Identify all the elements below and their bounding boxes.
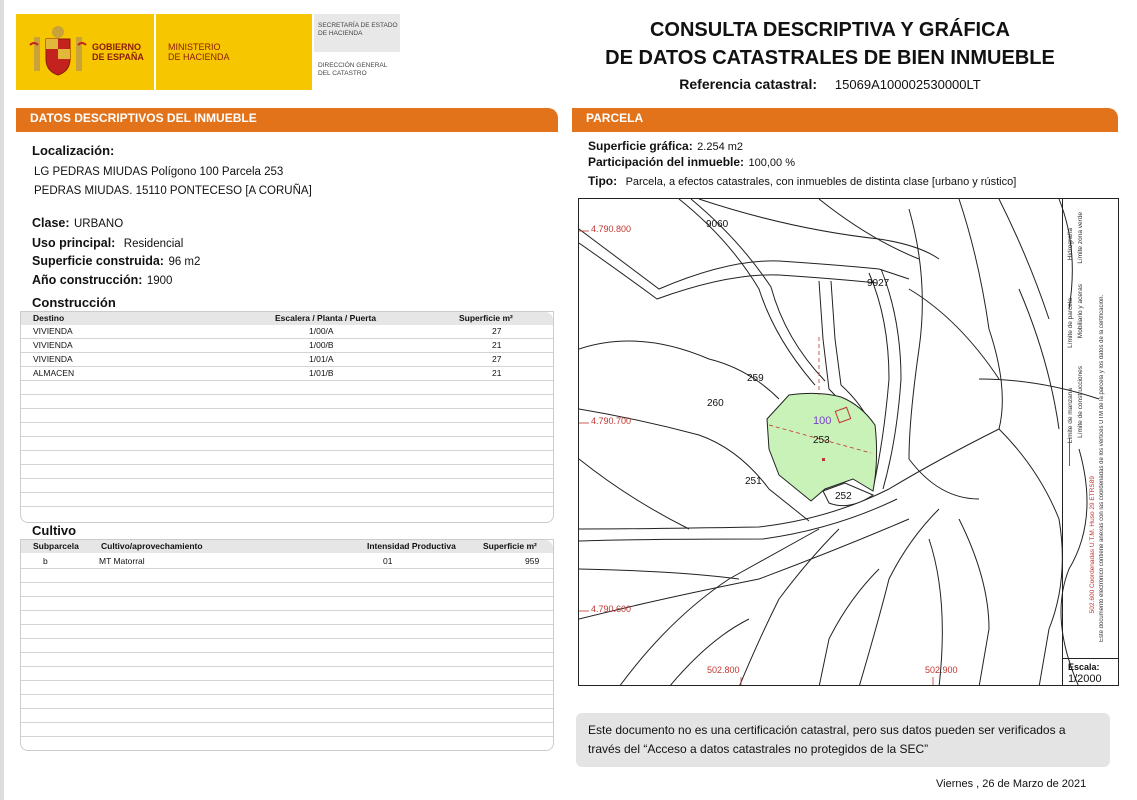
anio-construccion-row: Año construcción: 1900 xyxy=(32,273,173,287)
referencia-catastral xyxy=(560,76,1100,92)
table-row-empty xyxy=(21,681,553,695)
coord-label-x1: 502.800 xyxy=(707,665,740,675)
legend-mobiliario: Mobiliario y aceras xyxy=(1077,284,1084,339)
table-row-empty xyxy=(21,451,553,465)
table-row-empty xyxy=(21,695,553,709)
referencia-value: 15069A100002530000LT xyxy=(834,77,981,92)
secretaria-block xyxy=(314,14,400,52)
table-row-empty xyxy=(21,465,553,479)
clase-row: Clase: URBANO xyxy=(32,216,124,230)
tipo-row: Tipo: Parcela, a efectos catastrales, con inmuebles de distinta clase [urbano y rústico] xyxy=(588,174,1017,188)
table-row-empty xyxy=(21,423,553,437)
legend-limite-parcela: Límite de parcela xyxy=(1067,298,1074,348)
parcela-bar: PARCELA xyxy=(572,108,1118,128)
gobierno-text: GOBIERNO DE ESPAÑA xyxy=(92,42,144,62)
direccion-general-text: DIRECCIÓN GENERAL DEL CATASTRO xyxy=(318,62,388,77)
legend-coordenadas: 502.600 Coordenadas U.T.M. Huso 29 ETRS89 xyxy=(1089,476,1096,614)
footer-date: Viernes , 26 de Marzo de 2021 xyxy=(936,778,1087,790)
table-row-empty xyxy=(21,653,553,667)
cultivo-title: Cultivo xyxy=(32,523,77,538)
parcel-label-259: 259 xyxy=(747,373,764,384)
table-row-empty xyxy=(21,667,553,681)
uso-row: Uso principal: Residencial xyxy=(32,236,184,250)
coord-label-y2: 4.790.700 xyxy=(591,416,632,426)
construccion-table-header: Destino Escalera / Planta / Puerta Superficie m² xyxy=(21,312,553,325)
coord-label-y1: 4.790.800 xyxy=(591,224,632,234)
datos-descriptivos-bar: DATOS DESCRIPTIVOS DEL INMUEBLE xyxy=(16,108,558,128)
table-row: VIVIENDA 1/01/A 27 xyxy=(21,353,553,367)
table-row-empty xyxy=(21,625,553,639)
table-row: VIVIENDA 1/00/B 21 xyxy=(21,339,553,353)
table-row-empty xyxy=(21,709,553,723)
parcel-label-260: 260 xyxy=(707,398,724,409)
localizacion-line2: PEDRAS MIUDAS. 15110 PONTECESO [A CORUÑA] xyxy=(34,185,312,197)
poligono-label-100: 100 xyxy=(813,415,832,427)
table-row: ALMACEN 1/01/B 21 xyxy=(21,367,553,381)
ministerio-text: MINISTERIO DE HACIENDA xyxy=(168,42,230,62)
coord-label-y3: 4.790.600 xyxy=(591,604,632,614)
logo-divider xyxy=(154,14,156,90)
disclaimer-note xyxy=(576,713,1110,767)
table-row-empty xyxy=(21,597,553,611)
table-row: VIVIENDA 1/00/A 27 xyxy=(21,325,553,339)
cadastral-map[interactable] xyxy=(578,198,1119,686)
table-row-empty xyxy=(21,569,553,583)
construccion-title: Construcción xyxy=(32,295,116,310)
table-row-empty xyxy=(21,723,553,737)
escala-box xyxy=(1062,658,1119,686)
construccion-table xyxy=(20,311,554,523)
escala-value: 1/2000 xyxy=(1068,673,1102,685)
disclaimer-line2: través del “Acceso a datos catastrales no protegidos de la SEC” xyxy=(588,742,929,756)
localizacion-line1: LG PEDRAS MIUDAS Polígono 100 Parcela 253 xyxy=(34,166,284,178)
table-row-empty xyxy=(21,395,553,409)
table-row-empty xyxy=(21,409,553,423)
superficie-construida-row: Superficie construida: 96 m2 xyxy=(32,254,201,268)
parcel-label-9060: 9060 xyxy=(706,219,729,230)
parcela-underline xyxy=(572,128,1118,132)
legend-nota: Este documento electrónico contiene anexas con las coordenadas de los vértices UTM de la parcela y los datos de la certificación. xyxy=(1099,294,1105,642)
localizacion-label: Localización: xyxy=(32,143,115,158)
parcel-label-9027: 9027 xyxy=(867,278,890,289)
gobierno-logo xyxy=(16,14,312,90)
table-row-empty xyxy=(21,437,553,451)
referencia-label: Referencia catastral: xyxy=(679,76,818,92)
table-row-empty xyxy=(21,611,553,625)
map-drawing xyxy=(579,199,1119,686)
parcel-label-252: 252 xyxy=(835,491,852,502)
table-row-empty xyxy=(21,479,553,493)
legend-limite-construcciones: Límite de construcciones xyxy=(1077,366,1084,438)
document-title: CONSULTA DESCRIPTIVA Y GRÁFICA DE DATOS CATASTRALES DE BIEN INMUEBLE xyxy=(605,19,1055,69)
coat-of-arms-icon xyxy=(28,23,88,83)
table-row-empty xyxy=(21,493,553,507)
superficie-grafica-row: Superficie gráfica: 2.254 m2 xyxy=(588,139,744,153)
table-row-empty xyxy=(21,639,553,653)
cultivo-table xyxy=(20,539,554,751)
page-left-edge xyxy=(0,0,4,800)
legend-hidrografia: Hidrografía xyxy=(1067,228,1074,261)
legend-limite-zona-verde: Límite zona verde xyxy=(1077,212,1084,264)
legend-limite-manzana: Límite de manzana xyxy=(1067,388,1074,444)
datos-descriptivos-underline xyxy=(16,128,558,132)
escala-label: Escala: xyxy=(1068,662,1100,672)
parcel-label-251: 251 xyxy=(745,476,762,487)
participacion-row: Participación del inmueble: 100,00 % xyxy=(588,155,795,169)
parcel-label-253: 253 xyxy=(813,435,830,446)
map-legend xyxy=(1062,198,1119,658)
table-row-empty xyxy=(21,583,553,597)
table-row-empty xyxy=(21,381,553,395)
secretaria-text: SECRETARÍA DE ESTADO DE HACIENDA xyxy=(318,22,398,37)
disclaimer-line1: Este documento no es una certificación catastral, pero sus datos pueden ser verificados a xyxy=(588,723,1066,737)
cultivo-table-header: Subparcela Cultivo/aprovechamiento Intensidad Productiva Superficie m² xyxy=(21,540,553,553)
coord-label-x2: 502.900 xyxy=(925,665,958,675)
table-row: b MT Matorral 01 959 xyxy=(21,555,553,569)
